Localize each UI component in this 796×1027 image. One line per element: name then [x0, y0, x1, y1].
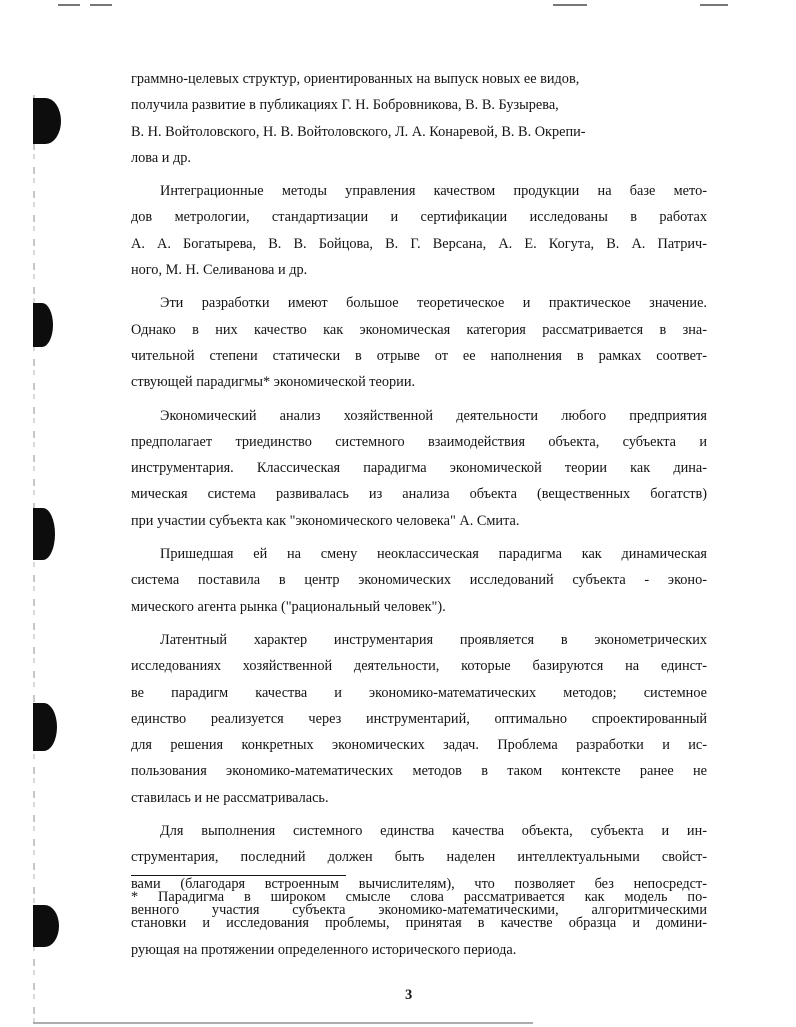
text-line: инструментария. Классическая парадигма экономической теории как дина- [131, 460, 707, 477]
footnote-divider [131, 875, 346, 876]
text-line: пользования экономико-математических методов в таком контексте ранее не [131, 763, 707, 780]
punch-hole [33, 508, 55, 560]
text-line: Для выполнения системного единства качества объекта, субъекта и ин- [160, 823, 707, 840]
footnote-line: * Парадигма в широком смысле слова рассматривается как модель по- [131, 889, 707, 905]
text-line: ного, М. Н. Селиванова и др. [131, 262, 308, 279]
text-line: получила развитие в публикациях Г. Н. Бобровникова, В. В. Бузырева, [131, 97, 559, 114]
scan-artifact-dash [700, 4, 728, 6]
paragraph-3 [131, 290, 707, 395]
text-line: лова и др. [131, 149, 191, 166]
paragraph-1 [131, 66, 707, 171]
paragraph-6 [131, 627, 707, 811]
text-line: граммно-целевых структур, ориентированных на выпуск новых ее видов, [131, 71, 580, 87]
text-line: мическая система развивалась из анализа объекта (вещественных богатств) [131, 486, 707, 503]
text-line: ставилась и не рассматривалась. [131, 789, 329, 806]
footnote [131, 884, 707, 963]
footnote-line: рующая на протяжении определенного исторического периода. [131, 941, 517, 958]
text-line: струментария, последний должен быть наделен интеллектуальными свойст- [131, 849, 707, 866]
text-line: Латентный характер инструментария проявляется в эконометрических [160, 631, 707, 648]
scan-left-edge [33, 95, 35, 1025]
punch-hole [33, 98, 61, 144]
text-line: мического агента рынка ("рациональный человек"). [131, 598, 446, 615]
scan-artifact-dash [58, 4, 80, 6]
text-line: для решения конкретных экономических задач. Проблема разработки и ис- [131, 737, 707, 754]
body-text [131, 66, 707, 930]
text-line: вами (благодаря встроенным вычислителям), что позволяет без непосредст- [131, 875, 707, 892]
text-line: венного участия субъекта экономико-математическими, алгоритмическими [131, 901, 707, 918]
text-line: ствующей парадигмы* экономической теории. [131, 374, 416, 391]
punch-hole [33, 303, 53, 347]
text-line: предполагает триединство системного взаимодействия объекта, субъекта и [131, 433, 707, 450]
text-line: единство реализуется через инструментарий, оптимально спроектированный [131, 710, 707, 727]
text-line: при участии субъекта как "экономического человека" А. Смита. [131, 512, 520, 529]
text-line: система поставила в центр экономических исследований субъекта - эконо- [131, 572, 707, 589]
scan-artifact-dash [553, 4, 587, 6]
scan-bottom-edge [33, 1022, 533, 1024]
text-line: А. А. Богатырева, В. В. Бойцова, В. Г. Версана, А. Е. Когута, В. А. Патрич- [131, 235, 707, 252]
text-line: Интеграционные методы управления качеством продукции на базе мето- [160, 183, 707, 200]
page-number: 3 [405, 987, 413, 1003]
punch-hole [33, 703, 57, 751]
text-line: Однако в них качество как экономическая категория рассматривается в зна- [131, 321, 707, 338]
text-line: В. Н. Войтоловского, Н. В. Войтоловского, Л. А. Конаревой, В. В. Окрепи- [131, 123, 586, 140]
punch-hole [33, 905, 59, 947]
scan-artifact-dash [90, 4, 112, 6]
text-line: Экономический анализ хозяйственной деятельности любого предприятия [160, 407, 707, 424]
text-line: Пришедшая ей на смену неоклассическая парадигма как динамическая [160, 546, 707, 563]
paragraph-5 [131, 541, 707, 620]
text-line: ве парадигм качества и экономико-математических методов; системное [131, 684, 707, 701]
paragraph-2 [131, 178, 707, 283]
text-line: дов метрологии, стандартизации и сертификации исследованы в работах [131, 209, 707, 226]
paragraph-4 [131, 403, 707, 534]
text-line: Эти разработки имеют большое теоретическое и практическое значение. [160, 295, 707, 312]
footnote-line: становки и исследования проблемы, принятая в качестве образца и домини- [131, 915, 707, 932]
text-line: исследованиях хозяйственной деятельности, которые базируются на единст- [131, 658, 707, 675]
text-line: чительной степени статически в отрыве от ее наполнения в рамках соответ- [131, 347, 707, 364]
